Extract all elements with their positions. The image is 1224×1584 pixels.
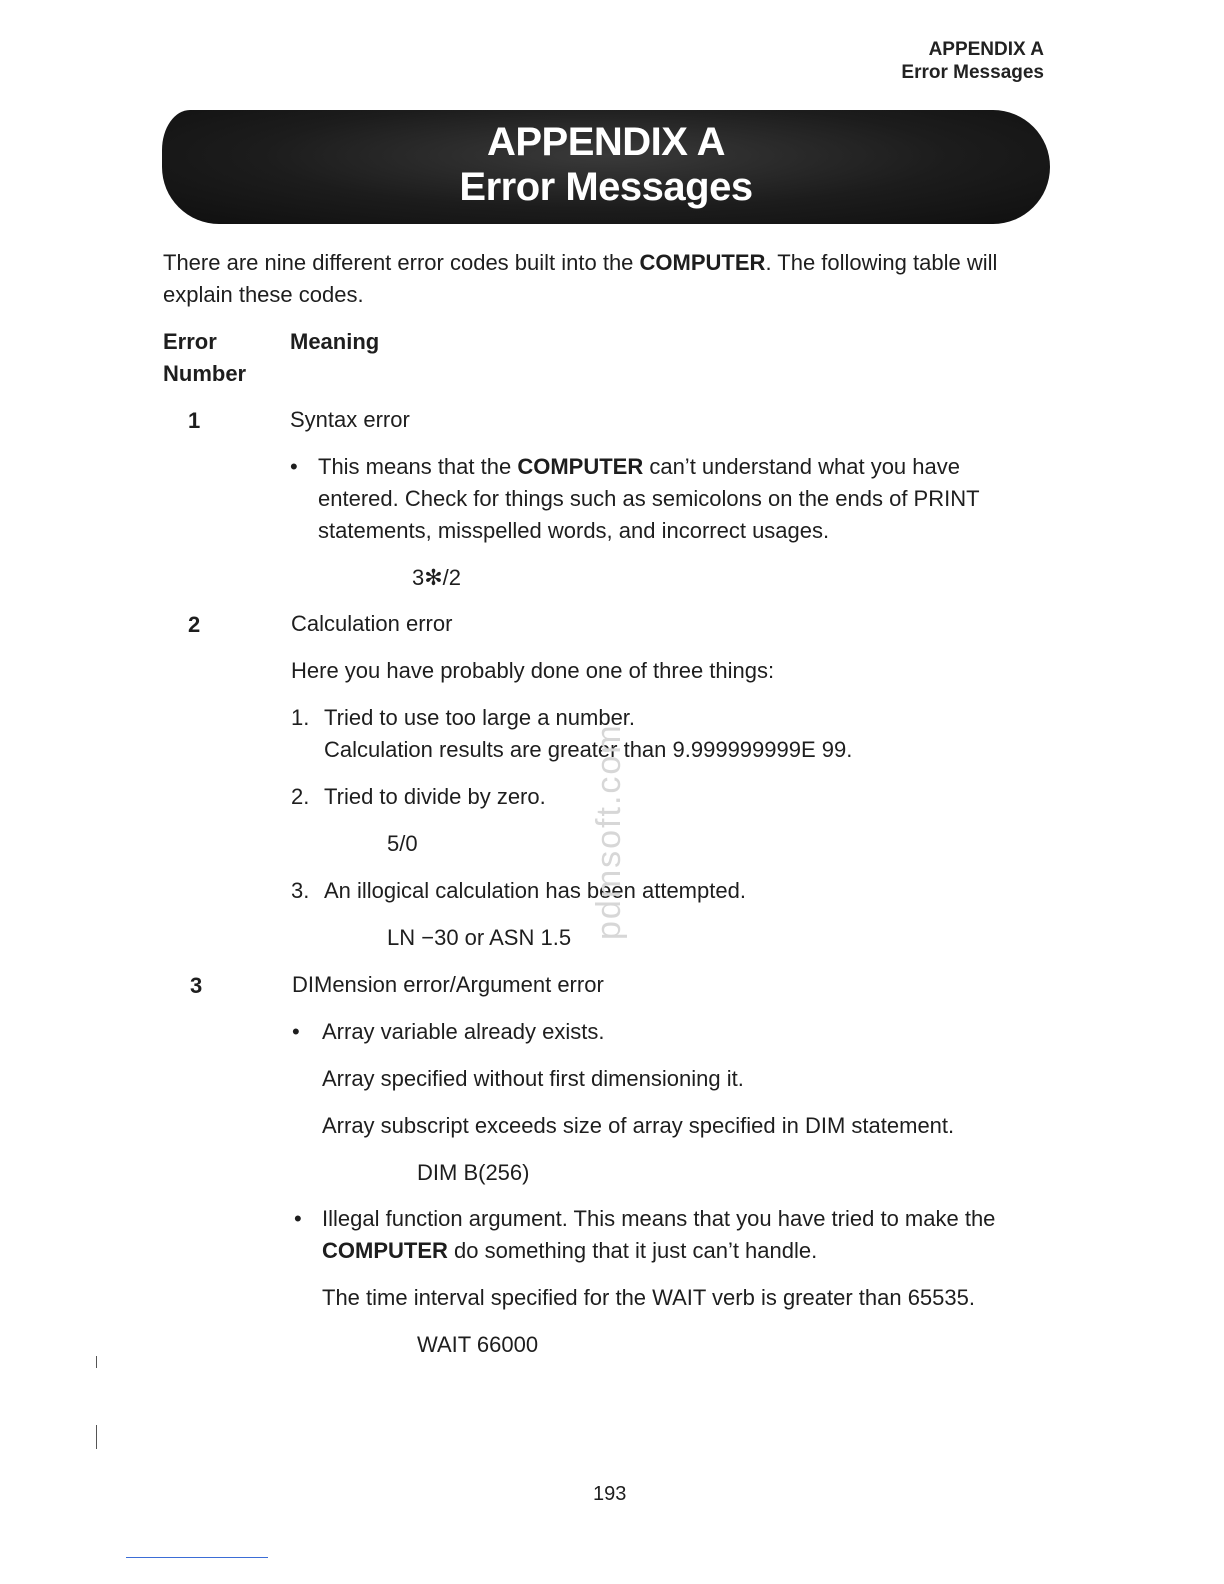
list-item-2: Tried to divide by zero. <box>324 784 546 809</box>
error-3-bullet-1-line-3: Array subscript exceeds size of array specified in DIM statement. <box>322 1113 955 1138</box>
running-head <box>901 38 1044 84</box>
error-3-bullet-2-line-1: Illegal function argument. This means that you have tried to make the <box>322 1206 996 1231</box>
header-number: Number <box>163 361 247 386</box>
error-1-desc-line-1: This means that the COMPUTER can’t understand what you have <box>318 454 960 479</box>
error-3-bullet-2-line-2: COMPUTER do something that it just can’t handle. <box>322 1238 818 1263</box>
error-number-3: 3 <box>190 973 203 998</box>
list-item-3: An illogical calculation has been attempted. <box>324 878 746 903</box>
error-2-intro: Here you have probably done one of three things: <box>291 658 775 683</box>
error-3-bullet-1-example: DIM B(256) <box>417 1160 530 1185</box>
banner-appendix: APPENDIX A <box>486 120 725 164</box>
chapter-banner <box>162 110 1050 224</box>
error-3-bullet-1-line-2: Array specified without first dimensioning it. <box>322 1066 744 1091</box>
header-meaning: Meaning <box>290 329 380 354</box>
list-number-3: 3. <box>291 878 310 903</box>
error-1-desc-line-3: statements, misspelled words, and incorrect usages. <box>318 518 830 543</box>
running-head-appendix: APPENDIX A <box>928 39 1044 60</box>
list-item-1: Tried to use too large a number. <box>324 705 636 730</box>
margin-mark <box>96 1356 97 1368</box>
list-item-2-example: 5/0 <box>387 831 418 856</box>
margin-mark <box>96 1425 97 1449</box>
list-number-2: 2. <box>291 784 310 809</box>
banner-title: Error Messages <box>459 165 753 209</box>
header-error: Error <box>163 329 217 354</box>
error-3-bullet-2 <box>322 1203 1062 1267</box>
intro-paragraph <box>163 247 1063 311</box>
error-3-bullet-2-example: WAIT 66000 <box>417 1332 539 1357</box>
error-1-desc-line-2: entered. Check for things such as semicolons on the ends of PRINT <box>318 486 980 511</box>
error-title-2: Calculation error <box>291 611 453 636</box>
list-item-1-detail: Calculation results are greater than 9.999999999E 99. <box>324 737 853 762</box>
page-number: 193 <box>593 1483 627 1505</box>
error-3-bullet-1-line-1: Array variable already exists. <box>322 1019 605 1044</box>
error-1-example: 3✻/2 <box>412 565 462 590</box>
bullet: • <box>292 1019 300 1044</box>
error-3-bullet-2-line-3: The time interval specified for the WAIT verb is greater than 65535. <box>322 1285 975 1310</box>
bullet: • <box>290 454 298 479</box>
intro-line-2: explain these codes. <box>163 282 364 307</box>
error-number-1: 1 <box>188 408 201 433</box>
error-title-1: Syntax error <box>290 407 410 432</box>
intro-line-1: There are nine different error codes built into the COMPUTER. The following table will <box>163 250 998 275</box>
error-title-3: DIMension error/Argument error <box>292 972 604 997</box>
running-head-title: Error Messages <box>901 62 1044 83</box>
watermark: pdmsoft.com <box>590 723 628 940</box>
error-number-2: 2 <box>188 612 201 637</box>
bullet: • <box>294 1206 302 1231</box>
list-item-3-example: LN −30 or ASN 1.5 <box>387 925 572 950</box>
error-1-description <box>318 451 1058 547</box>
list-number-1: 1. <box>291 705 310 730</box>
bottom-rule <box>126 1557 268 1558</box>
